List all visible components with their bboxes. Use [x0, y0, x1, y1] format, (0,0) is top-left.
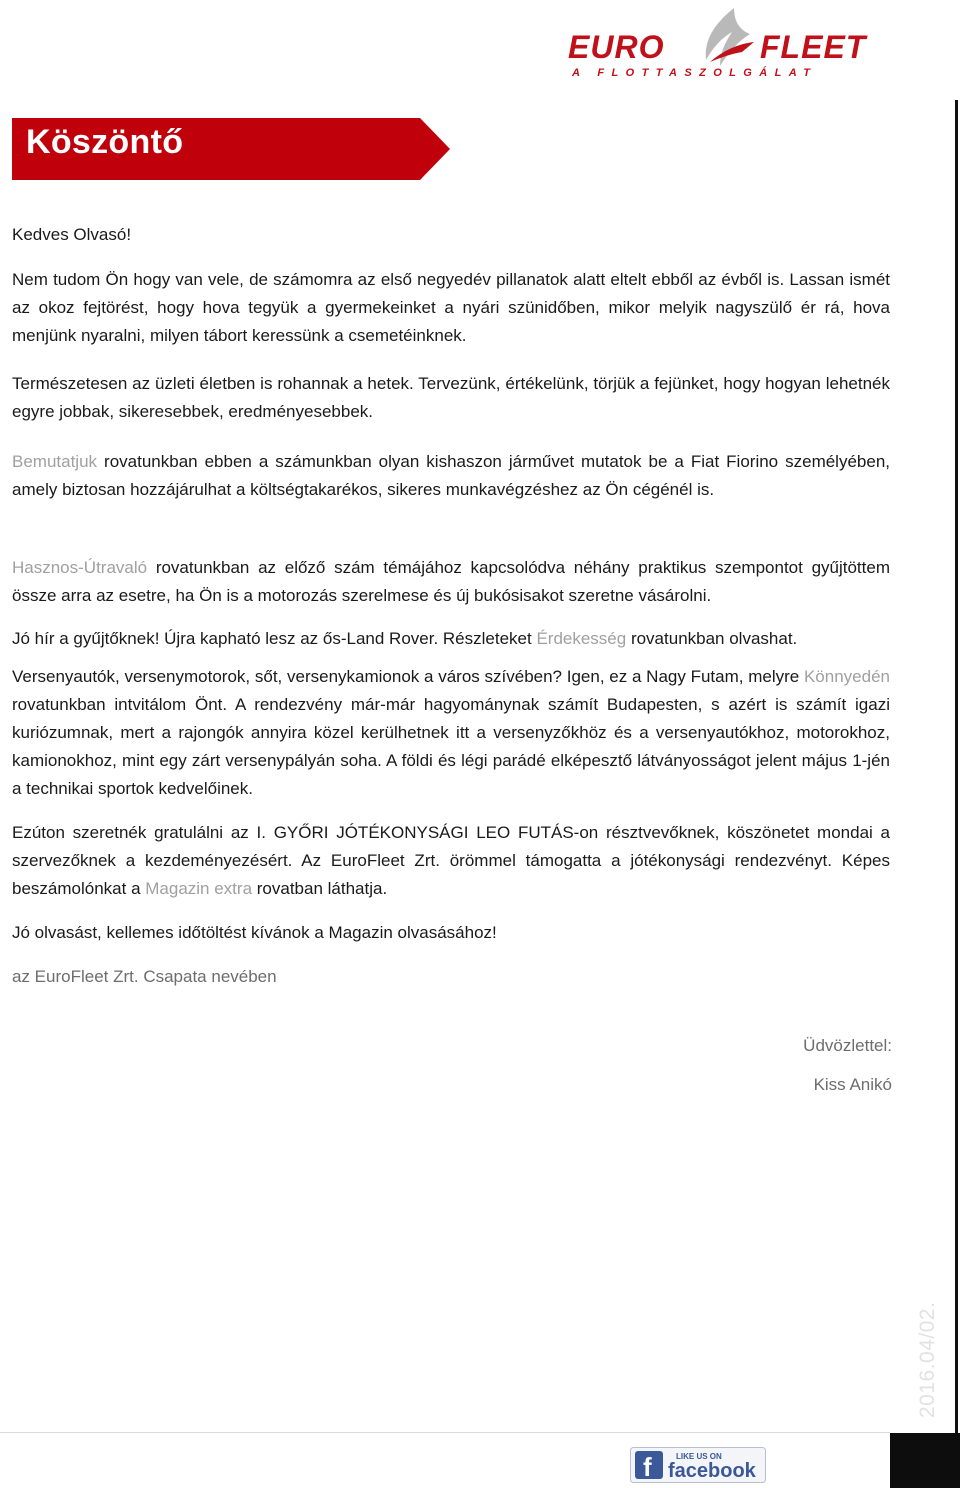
issue-date: 2016.04/02. [916, 1301, 939, 1418]
svg-text:f: f [643, 1452, 652, 1482]
footer-rule [0, 1432, 890, 1433]
right-edge-rule [955, 100, 958, 1435]
page-title: Köszöntő [26, 123, 184, 161]
section-link-hasznos[interactable]: Hasznos-Útravaló [12, 558, 148, 577]
facebook-icon [635, 1451, 663, 1482]
paragraph-2: Természetesen az üzleti életben is rohannak a hetek. Tervezünk, értékelünk, törjük a fejünket, hogy hogyan lehetnék egyre jobbak, sikeresebbek, eredményesebbek. [12, 374, 890, 421]
paragraph-3: Bemutatjuk rovatunkban ebben a számunkban olyan kishaszon járművet mutatok be a Fiat Fiorino személyében, amely biztosan hozzájárulhat a költségtakarékos, sikeres munkavégzéshez az Ön cégénél is. [12, 452, 890, 499]
svg-text:FLEET: FLEET [760, 29, 867, 65]
facebook-wordmark: facebook [668, 1460, 756, 1482]
section-link-konnyeden[interactable]: Könnyedén [803, 667, 890, 686]
section-link-magazin-extra[interactable]: Magazin extra [145, 879, 253, 898]
facebook-like-caption: LIKE US ON [676, 1452, 722, 1461]
svg-text:EURO: EURO [568, 29, 665, 65]
greeting: Kedves Olvasó! [12, 225, 132, 244]
eurofleet-logo [564, 2, 894, 84]
paragraph-1: Nem tudom Ön hogy van vele, de számomra az első negyedév pillanatok alatt eltelt ebből az évből is. Lassan ismét az okoz fejtörést, hogy hova tegyük a gyermekeinket a nyári szünidőben, mikor melyik nagyszülő ér rá, hova menjünk nyaralni, milyen tábort keressünk a csemetéinknek. [12, 270, 890, 345]
facebook-like-button[interactable] [630, 1447, 766, 1483]
paragraph-5: Jó hír a gyűjtőknek! Újra kapható lesz az ős-Land Rover. Részleteket Érdekesség rovatunkban olvashat. [12, 629, 798, 648]
section-link-erdekesseg[interactable]: Érdekesség [536, 629, 627, 648]
closing-greeting: Üdvözlettel: [803, 1036, 892, 1055]
logo-tagline: A FLOTTASZOLGÁLAT [572, 67, 818, 79]
corner-block [890, 1433, 960, 1488]
swallow-icon [706, 8, 754, 66]
team-signoff: az EuroFleet Zrt. Csapata nevében [12, 967, 277, 986]
paragraph-8: Jó olvasást, kellemes időtöltést kívánok a Magazin olvasásához! [12, 923, 497, 942]
paragraph-4: Hasznos-Útravaló rovatunkban az előző szám témájához kapcsolódva néhány praktikus szempontot gyűjtöttem össze arra az esetre, ha Ön is a motorozás szerelmese és új bukósisakot szeretne vásárolni. [12, 558, 890, 605]
paragraph-6: Versenyautók, versenymotorok, sőt, versenykamionok a város szívében? Igen, ez a Nagy Futam, melyre Könnyedén rovatunkban intvitálom Önt. A rendezvény már-már hagyománynak számít Budapesten, s azért is számít igazi kuriózumnak, mert a rajongók annyira közel kerülhetnek itt a versenyzőkhöz és a versenyautókhoz, motorokhoz, kamionokhoz, mint egy zárt versenypályán soha. A földi és légi parádé elképesztő látványosságot jelent május 1-jén a technikai sportok kedvelőinek. [12, 667, 890, 798]
section-link-bemutatjuk[interactable]: Bemutatjuk [12, 452, 98, 471]
signature-name: Kiss Anikó [813, 1075, 892, 1094]
paragraph-7: Ezúton szeretnék gratulálni az I. GYŐRI JÓTÉKONYSÁGI LEO FUTÁS-on résztvevőknek, köszönetet mondai a szervezőknek a kezdeményezésért. Az EuroFleet Zrt. örömmel támogatta a jótékonysági rendezvényt. Képes beszámolónkat a Magazin extra rovatban láthatja. [12, 823, 890, 898]
